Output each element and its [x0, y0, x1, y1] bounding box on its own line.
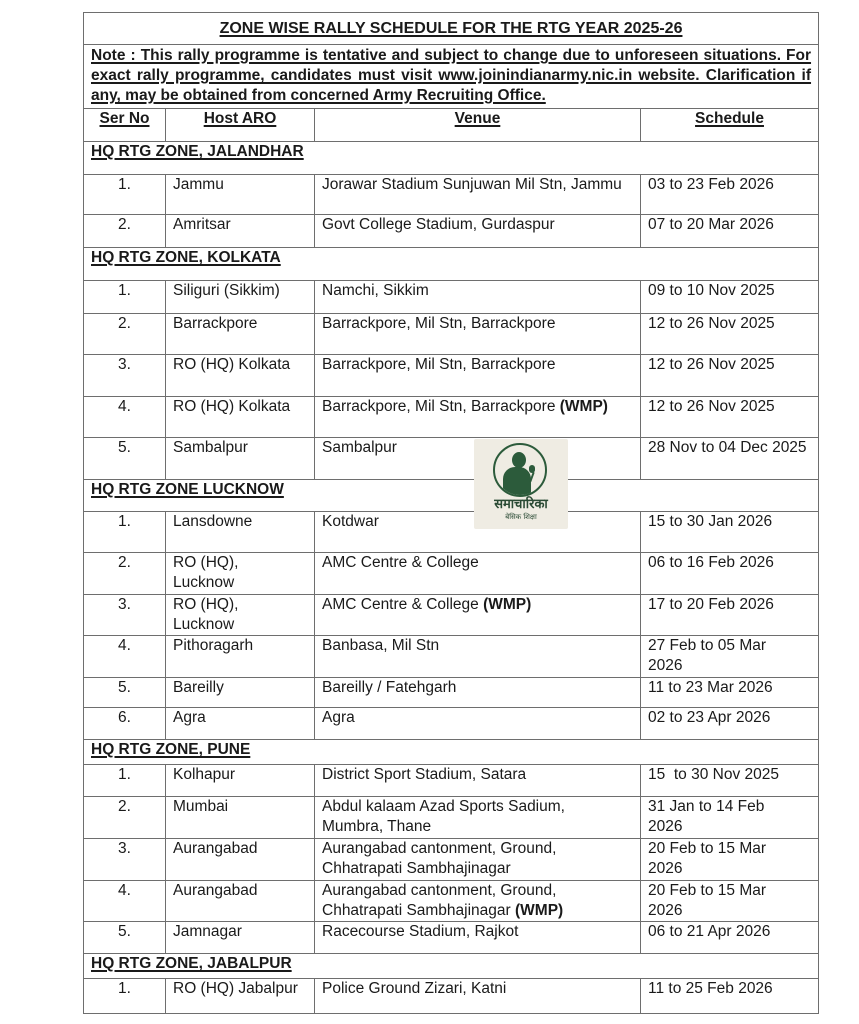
- host-aro-cell: Agra: [166, 708, 315, 740]
- ser-no-cell: 4.: [84, 881, 166, 922]
- ser-no-cell: 5.: [84, 678, 166, 708]
- schedule-cell: 07 to 20 Mar 2026: [641, 215, 819, 248]
- title-row: [84, 13, 819, 45]
- venue-cell: Abdul kalaam Azad Sports Sadium, Mumbra, Thane: [315, 797, 641, 839]
- ser-no-cell: 1.: [84, 979, 166, 1014]
- watermark-name: समाचारिका: [494, 497, 548, 512]
- venue-cell: Namchi, Sikkim: [315, 281, 641, 314]
- ser-no-cell: 5.: [84, 438, 166, 480]
- document-title: ZONE WISE RALLY SCHEDULE FOR THE RTG YEAR 2025-26: [219, 19, 683, 37]
- zone-title: HQ RTG ZONE, KOLKATA: [91, 249, 281, 266]
- schedule-cell: 20 Feb to 15 Mar 2026: [641, 839, 819, 881]
- ser-no-cell: 3.: [84, 839, 166, 881]
- venue-cell: Kotdwar: [315, 512, 641, 553]
- venue-cell: Govt College Stadium, Gurdaspur: [315, 215, 641, 248]
- table-row: [84, 979, 819, 1014]
- host-aro-cell: RO (HQ) Kolkata: [166, 355, 315, 397]
- host-aro-cell: RO (HQ) Kolkata: [166, 397, 315, 438]
- venue-cell: Barrackpore, Mil Stn, Barrackpore (WMP): [315, 397, 641, 438]
- venue-cell: Banbasa, Mil Stn: [315, 636, 641, 678]
- ser-no-cell: 1.: [84, 512, 166, 553]
- host-aro-cell: RO (HQ) Jabalpur: [166, 979, 315, 1014]
- table-row: [84, 281, 819, 314]
- table-row: [84, 636, 819, 678]
- table-row: [84, 215, 819, 248]
- table-row: [84, 708, 819, 740]
- venue-cell: Agra: [315, 708, 641, 740]
- host-aro-cell: Bareilly: [166, 678, 315, 708]
- table-row: [84, 765, 819, 797]
- schedule-cell: 12 to 26 Nov 2025: [641, 314, 819, 355]
- host-aro-cell: Amritsar: [166, 215, 315, 248]
- host-aro-cell: Sambalpur: [166, 438, 315, 480]
- venue-cell: Jorawar Stadium Sunjuwan Mil Stn, Jammu: [315, 175, 641, 215]
- table-row: [84, 438, 819, 480]
- venue-cell: Racecourse Stadium, Rajkot: [315, 922, 641, 954]
- ser-no-cell: 2.: [84, 797, 166, 839]
- host-aro-cell: Lansdowne: [166, 512, 315, 553]
- ser-no-cell: 2.: [84, 215, 166, 248]
- zone-header-row: [84, 480, 819, 512]
- table-row: [84, 797, 819, 839]
- venue-cell: Aurangabad cantonment, Ground, Chhatrapati Sambhajinagar (WMP): [315, 881, 641, 922]
- host-aro-cell: Aurangabad: [166, 839, 315, 881]
- ser-no-cell: 3.: [84, 595, 166, 636]
- table-row: [84, 922, 819, 954]
- host-aro-cell: Barrackpore: [166, 314, 315, 355]
- venue-cell: Sambalpur: [315, 438, 641, 480]
- watermark-logo: [474, 439, 568, 529]
- table-row: [84, 678, 819, 708]
- schedule-cell: 15 to 30 Nov 2025: [641, 765, 819, 797]
- zone-title: HQ RTG ZONE, PUNE: [91, 741, 251, 758]
- schedule-cell: 11 to 23 Mar 2026: [641, 678, 819, 708]
- ser-no-cell: 5.: [84, 922, 166, 954]
- table-row: [84, 397, 819, 438]
- table-row: [84, 355, 819, 397]
- host-aro-cell: Kolhapur: [166, 765, 315, 797]
- zone-title: HQ RTG ZONE, JABALPUR: [91, 955, 292, 972]
- venue-cell: AMC Centre & College (WMP): [315, 595, 641, 636]
- zone-header-row: [84, 142, 819, 175]
- host-aro-cell: Jamnagar: [166, 922, 315, 954]
- venue-cell: Aurangabad cantonment, Ground, Chhatrapati Sambhajinagar: [315, 839, 641, 881]
- col-header-schedule: Schedule: [695, 110, 764, 127]
- table-row: [84, 595, 819, 636]
- schedule-cell: 02 to 23 Apr 2026: [641, 708, 819, 740]
- disclaimer-note: Note : This rally programme is tentative and subject to change due to unforeseen situations. For exact rally programme, candidates must visit www.joinindianarmy.nic.in website. Clarification if any, may be obtained from concerned Army Recruiting Office.: [91, 47, 812, 104]
- host-aro-cell: Mumbai: [166, 797, 315, 839]
- table-row: [84, 881, 819, 922]
- note-row: [84, 45, 819, 109]
- ser-no-cell: 4.: [84, 397, 166, 438]
- ser-no-cell: 3.: [84, 355, 166, 397]
- schedule-cell: 31 Jan to 14 Feb 2026: [641, 797, 819, 839]
- schedule-cell: 06 to 16 Feb 2026: [641, 553, 819, 595]
- venue-cell: AMC Centre & College: [315, 553, 641, 595]
- ser-no-cell: 4.: [84, 636, 166, 678]
- ser-no-cell: 6.: [84, 708, 166, 740]
- col-header-venue: Venue: [454, 110, 501, 127]
- schedule-cell: 06 to 21 Apr 2026: [641, 922, 819, 954]
- ser-no-cell: 2.: [84, 553, 166, 595]
- ser-no-cell: 1.: [84, 175, 166, 215]
- wmp-badge: (WMP): [559, 398, 608, 415]
- schedule-cell: 11 to 25 Feb 2026: [641, 979, 819, 1014]
- zone-header-row: [84, 248, 819, 281]
- zone-title: HQ RTG ZONE, JALANDHAR: [91, 143, 304, 160]
- wmp-badge: (WMP): [515, 902, 564, 919]
- schedule-cell: 12 to 26 Nov 2025: [641, 397, 819, 438]
- schedule-cell: 15 to 30 Jan 2026: [641, 512, 819, 553]
- host-aro-cell: Aurangabad: [166, 881, 315, 922]
- rally-schedule-document: [83, 12, 818, 1014]
- ser-no-cell: 1.: [84, 281, 166, 314]
- table-row: [84, 839, 819, 881]
- zone-title: HQ RTG ZONE LUCKNOW: [91, 481, 284, 498]
- venue-cell: Police Ground Zizari, Katni: [315, 979, 641, 1014]
- host-aro-cell: RO (HQ), Lucknow: [166, 595, 315, 636]
- watermark-tagline: बेसिक शिक्षा: [505, 513, 537, 521]
- schedule-cell: 27 Feb to 05 Mar 2026: [641, 636, 819, 678]
- venue-cell: District Sport Stadium, Satara: [315, 765, 641, 797]
- venue-cell: Barrackpore, Mil Stn, Barrackpore: [315, 355, 641, 397]
- host-aro-cell: Pithoragarh: [166, 636, 315, 678]
- col-header-host-aro: Host ARO: [203, 110, 277, 127]
- host-aro-cell: Jammu: [166, 175, 315, 215]
- table-row: [84, 314, 819, 355]
- ser-no-cell: 1.: [84, 765, 166, 797]
- schedule-cell: 03 to 23 Feb 2026: [641, 175, 819, 215]
- host-aro-cell: RO (HQ), Lucknow: [166, 553, 315, 595]
- speaker-with-microphone-icon: [493, 443, 547, 497]
- ser-no-cell: 2.: [84, 314, 166, 355]
- schedule-cell: 17 to 20 Feb 2026: [641, 595, 819, 636]
- schedule-cell: 09 to 10 Nov 2025: [641, 281, 819, 314]
- col-header-ser-no: Ser No: [99, 110, 150, 127]
- column-header-row: [84, 109, 819, 142]
- table-row: [84, 175, 819, 215]
- wmp-badge: (WMP): [483, 596, 532, 613]
- schedule-cell: 28 Nov to 04 Dec 2025: [641, 438, 819, 480]
- table-row: [84, 553, 819, 595]
- zone-header-row: [84, 954, 819, 979]
- venue-cell: Barrackpore, Mil Stn, Barrackpore: [315, 314, 641, 355]
- zone-header-row: [84, 740, 819, 765]
- schedule-cell: 12 to 26 Nov 2025: [641, 355, 819, 397]
- table-row: [84, 512, 819, 553]
- host-aro-cell: Siliguri (Sikkim): [166, 281, 315, 314]
- venue-cell: Bareilly / Fatehgarh: [315, 678, 641, 708]
- rally-schedule-table: [83, 12, 819, 1014]
- schedule-cell: 20 Feb to 15 Mar 2026: [641, 881, 819, 922]
